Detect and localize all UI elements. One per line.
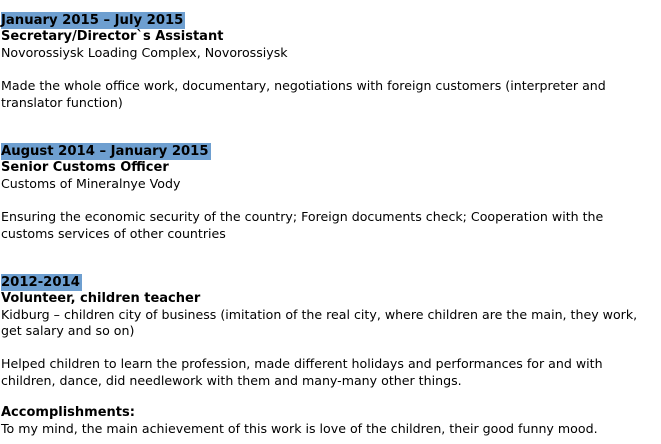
entry-organization: Customs of Mineralnye Vody [1,176,181,191]
entry-organization: Novorossiysk Loading Complex, Novorossiysk [1,45,288,60]
entry-job-title: Secretary/Director`s Assistant [1,29,224,44]
entry-organization: Kidburg – children city of business (imitation of the real city, where children are the main, they work, get salary and so on) [1,307,638,338]
accomplishments-text: To my mind, the main achievement of this work is love of the children, their good funny mood. [1,421,598,436]
experience-entry [1,12,646,111]
entry-description: Ensuring the economic security of the country; Foreign documents check; Cooperation with the customs services of other countries [1,209,604,241]
entry-description: Helped children to learn the profession, made different holidays and performances for and with children, dance, did needlework with them and many-many other things. [1,356,603,388]
entry-dates[interactable]: August 2014 – January 2015 [1,144,209,159]
experience-entry [1,274,646,437]
entry-dates[interactable]: January 2015 – July 2015 [1,13,184,28]
entry-dates[interactable]: 2012-2014 [1,275,80,290]
accomplishments-heading: Accomplishments: [1,405,135,420]
resume-experience-section [1,12,646,437]
experience-entry [1,143,646,242]
entry-job-title: Senior Customs Officer [1,160,169,175]
entry-job-title: Volunteer, children teacher [1,291,201,306]
entry-description: Made the whole office work, documentary, negotiations with foreign customers (interpreter and translator function) [1,78,606,110]
